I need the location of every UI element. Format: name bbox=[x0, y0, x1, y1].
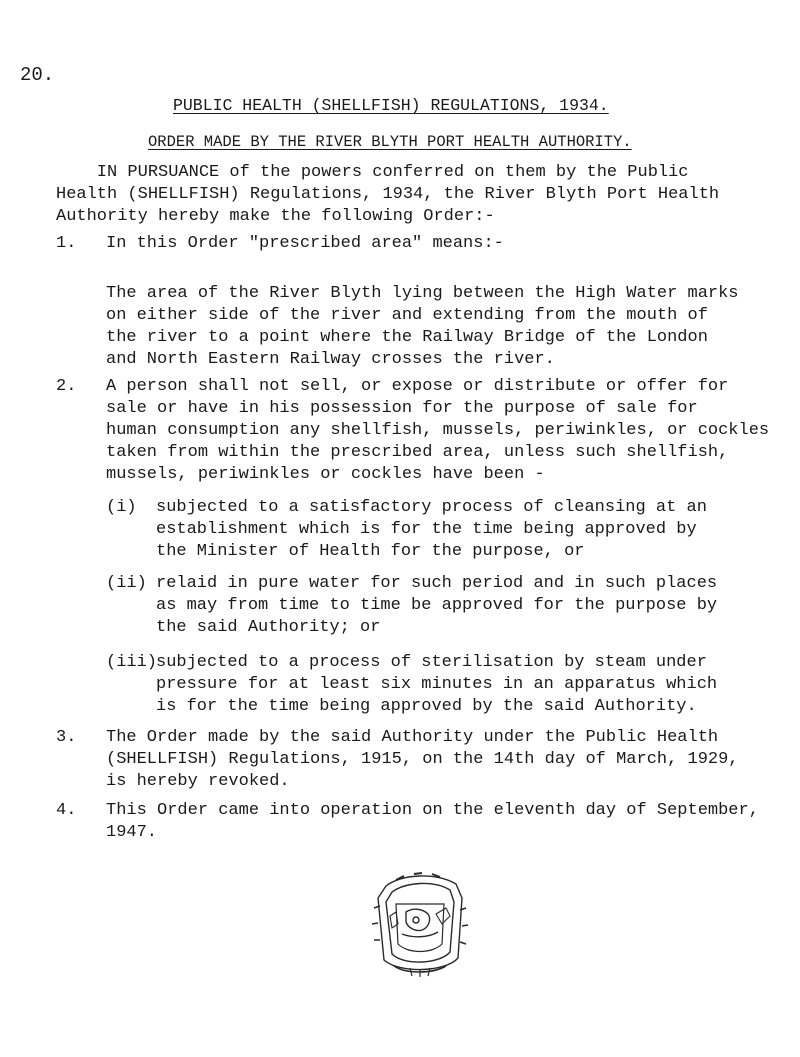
subclause-label: (iii) bbox=[106, 653, 158, 672]
clause-number: 4. bbox=[56, 801, 77, 820]
preamble-line: Health (SHELLFISH) Regulations, 1934, the River Blyth Port Health bbox=[56, 185, 720, 204]
clause-line: The area of the River Blyth lying between the High Water marks bbox=[106, 284, 739, 303]
subclause-line: the said Authority; or bbox=[156, 618, 381, 637]
clause-line: (SHELLFISH) Regulations, 1915, on the 14th day of March, 1929, bbox=[106, 750, 739, 769]
clause-line: 1947. bbox=[106, 823, 158, 842]
seal-emblem-icon bbox=[366, 868, 474, 980]
clause-line: sale or have in his possession for the purpose of sale for bbox=[106, 399, 698, 418]
page-number: 20. bbox=[20, 64, 55, 86]
clause-line: the river to a point where the Railway Bridge of the London bbox=[106, 328, 708, 347]
subclause-line: establishment which is for the time being approved by bbox=[156, 520, 697, 539]
clause-line: mussels, periwinkles or cockles have been - bbox=[106, 465, 545, 484]
clause-number: 3. bbox=[56, 728, 77, 747]
clause-line: human consumption any shellfish, mussels, periwinkles, or cockles bbox=[106, 421, 770, 440]
clause-number: 1. bbox=[56, 234, 77, 253]
document-title: PUBLIC HEALTH (SHELLFISH) REGULATIONS, 1934. bbox=[173, 96, 609, 115]
clause-line: In this Order "prescribed area" means:- bbox=[106, 234, 504, 253]
subclause-line: is for the time being approved by the said Authority. bbox=[156, 697, 697, 716]
subclause-line: subjected to a satisfactory process of cleansing at an bbox=[156, 498, 707, 517]
clause-line: on either side of the river and extending from the mouth of bbox=[106, 306, 708, 325]
clause-line: This Order came into operation on the eleventh day of September, bbox=[106, 801, 759, 820]
subclause-line: relaid in pure water for such period and in such places bbox=[156, 574, 718, 593]
clause-line: is hereby revoked. bbox=[106, 772, 290, 791]
preamble-line: IN PURSUANCE of the powers conferred on them by the Public bbox=[56, 163, 689, 182]
clause-line: taken from within the prescribed area, unless such shellfish, bbox=[106, 443, 729, 462]
subclause-line: the Minister of Health for the purpose, or bbox=[156, 542, 585, 561]
clause-line: The Order made by the said Authority under the Public Health bbox=[106, 728, 719, 747]
subclause-line: subjected to a process of sterilisation by steam under bbox=[156, 653, 707, 672]
clause-number: 2. bbox=[56, 377, 77, 396]
clause-line: and North Eastern Railway crosses the river. bbox=[106, 350, 555, 369]
preamble-line: Authority hereby make the following Order:- bbox=[56, 207, 495, 226]
clause-line: A person shall not sell, or expose or distribute or offer for bbox=[106, 377, 729, 396]
subclause-label: (ii) bbox=[106, 574, 147, 593]
document-subtitle: ORDER MADE BY THE RIVER BLYTH PORT HEALTH AUTHORITY. bbox=[148, 133, 632, 151]
subclause-line: as may from time to time be approved for the purpose by bbox=[156, 596, 718, 615]
subclause-label: (i) bbox=[106, 498, 137, 517]
subclause-line: pressure for at least six minutes in an apparatus which bbox=[156, 675, 718, 694]
